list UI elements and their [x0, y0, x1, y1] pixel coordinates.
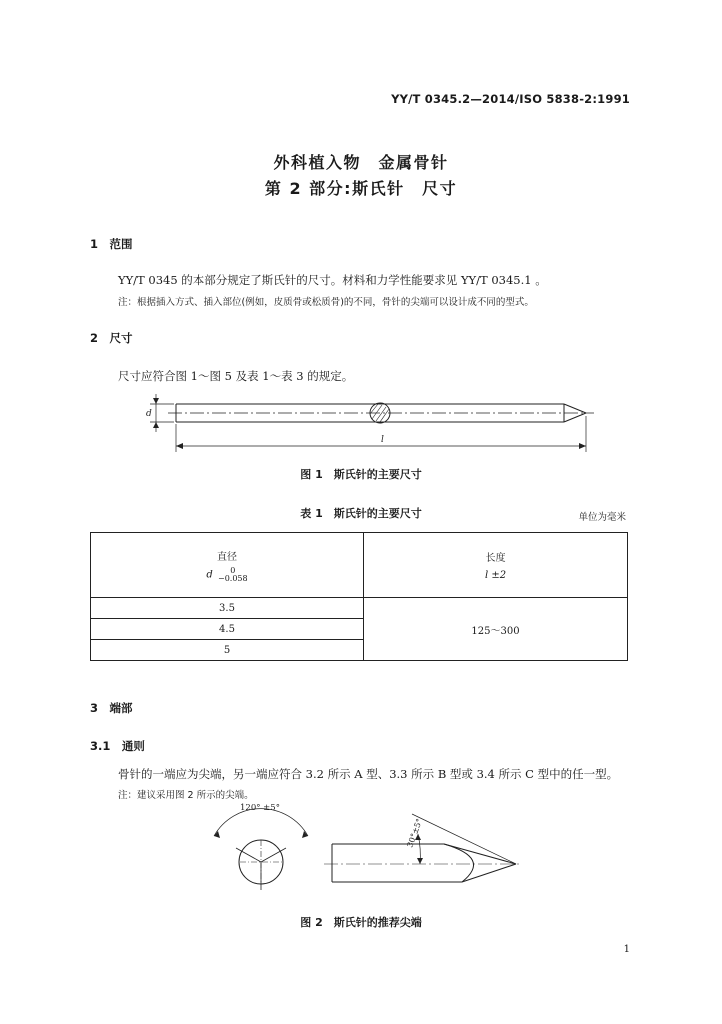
page-number: 1 — [623, 944, 630, 955]
section-3-1-note: 注：建议采用图 2 所示的尖端。 — [118, 790, 254, 801]
section-1-paragraph: YY/T 0345 的本部分规定了斯氏针的尺寸。材料和力学性能要求见 YY/T 0345.1 。 — [118, 273, 547, 287]
table-cell-diameter: 5 — [91, 640, 364, 661]
section-3-heading: 3 端部 — [90, 701, 133, 715]
section-1-note: 注：根据插入方式、插入部位(例如，皮质骨或松质骨)的不同，骨针的尖端可以设计成不同的型式。 — [118, 297, 534, 308]
document-subtitle: 第 2 部分:斯氏针 尺寸 — [264, 179, 458, 198]
document-title: 外科植入物 金属骨针 — [273, 153, 449, 172]
tolerance-lower: −0.058 — [217, 573, 248, 583]
table-1 — [90, 532, 628, 661]
section-3-1-paragraph: 骨针的一端应为尖端，另一端应符合 3.2 所示 A 型、3.3 所示 B 型或 3.4 所示 C 型中的任一型。 — [118, 767, 619, 781]
length-header-label: 长度 — [485, 553, 506, 564]
figure-1-caption: 图 1 斯氏针的主要尺寸 — [300, 468, 422, 481]
length-symbol: l ±2 — [484, 570, 507, 581]
standard-number: YY/T 0345.2—2014/ISO 5838-2:1991 — [391, 92, 630, 106]
table-1-caption: 表 1 斯氏针的主要尺寸 — [300, 507, 422, 520]
figure-2-caption: 图 2 斯氏针的推荐尖端 — [300, 916, 422, 929]
table-header-diameter — [91, 533, 364, 598]
table-1-unit: 单位为毫米 — [578, 512, 626, 523]
diameter-header-label: 直径 — [217, 551, 237, 563]
tip-angle-label: 30°±5° — [405, 817, 425, 849]
dimension-l-label: l — [381, 435, 384, 445]
table-cell-diameter: 3.5 — [91, 598, 364, 619]
table-header-length — [364, 533, 628, 598]
diameter-symbol: d — [206, 569, 213, 580]
tip-included-angle-label: 120° ±5° — [240, 803, 280, 813]
section-2-paragraph: 尺寸应符合图 1～图 5 及表 1～表 3 的规定。 — [118, 369, 354, 383]
figure-2-drawing — [200, 798, 530, 908]
section-3-1-heading: 3.1 通则 — [90, 739, 145, 753]
table-cell-length: 125～300 — [364, 598, 628, 661]
section-2-heading: 2 尺寸 — [90, 331, 133, 345]
tolerance-upper: 0 — [230, 565, 236, 575]
dimension-d-label: d — [146, 409, 152, 419]
table-cell-diameter: 4.5 — [91, 619, 364, 640]
figure-1-drawing — [130, 392, 600, 456]
section-1-heading: 1 范围 — [90, 237, 133, 251]
